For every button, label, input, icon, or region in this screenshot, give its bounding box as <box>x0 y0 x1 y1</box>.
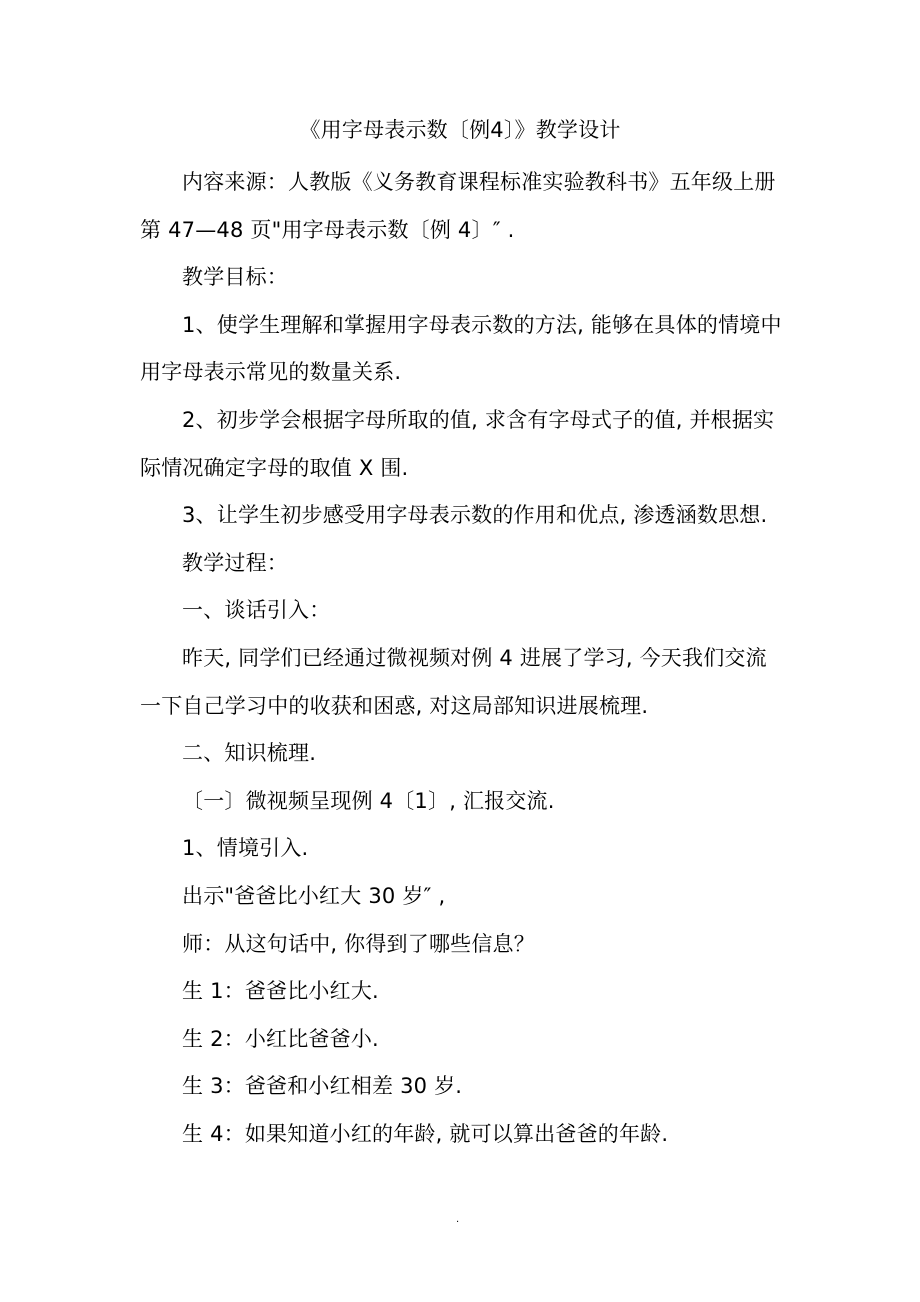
paragraph-line: 昨天, 同学们已经通过微视频对例 4 进展了学习, 今天我们交流 <box>182 646 767 670</box>
paragraph-line: 际情况确定字母的取值 X 围. <box>140 455 409 480</box>
paragraph-line: 生 4：如果知道小红的年龄, 就可以算出爸爸的年龄. <box>182 1122 669 1146</box>
paragraph-line: 一、谈话引入： <box>182 598 331 623</box>
paragraph-line: 内容来源：人教版《义务教育课程标准实验教科书》五年级上册 <box>182 170 776 194</box>
paragraph-line: 生 3：爸爸和小红相差 30 岁. <box>182 1074 463 1099</box>
document-title: 《用字母表示数〔例4〕》教学设计 <box>299 118 621 142</box>
paragraph-line: 教学目标： <box>182 265 288 290</box>
paragraph-line: 教学过程： <box>182 550 288 575</box>
paragraph-line: 师：从这句话中, 你得到了哪些信息？ <box>182 931 535 956</box>
paragraph-line: 1、使学生理解和掌握用字母表示数的方法, 能够在具体的情境中 <box>182 312 782 337</box>
paragraph-line: 第 47—48 页"用字母表示数〔例 4〕″ . <box>140 217 515 242</box>
paragraph-line: 生 2：小红比爸爸小. <box>182 1026 379 1051</box>
paragraph-line: 一下自己学习中的收获和困惑, 对这局部知识进展梳理. <box>140 693 649 718</box>
paragraph-line: 生 1：爸爸比小红大. <box>182 979 379 1004</box>
paragraph-line: 2、初步学会根据字母所取的值, 求含有字母式子的值, 并根据实 <box>182 408 775 432</box>
paragraph-line: 用字母表示常见的数量关系. <box>140 360 402 385</box>
paragraph-line: 出示"爸爸比小红大 30 岁″ , <box>182 884 446 908</box>
paragraph-line: 1、情境引入. <box>182 836 309 861</box>
paragraph-line: 3、让学生初步感受用字母表示数的作用和优点, 渗透涵数思想. <box>182 503 768 528</box>
page-footer-dot: . <box>456 1214 460 1225</box>
paragraph-line: 〔一〕微视频呈现例 4〔1〕, 汇报交流. <box>182 788 555 813</box>
paragraph-line: 二、知识梳理. <box>182 741 317 766</box>
